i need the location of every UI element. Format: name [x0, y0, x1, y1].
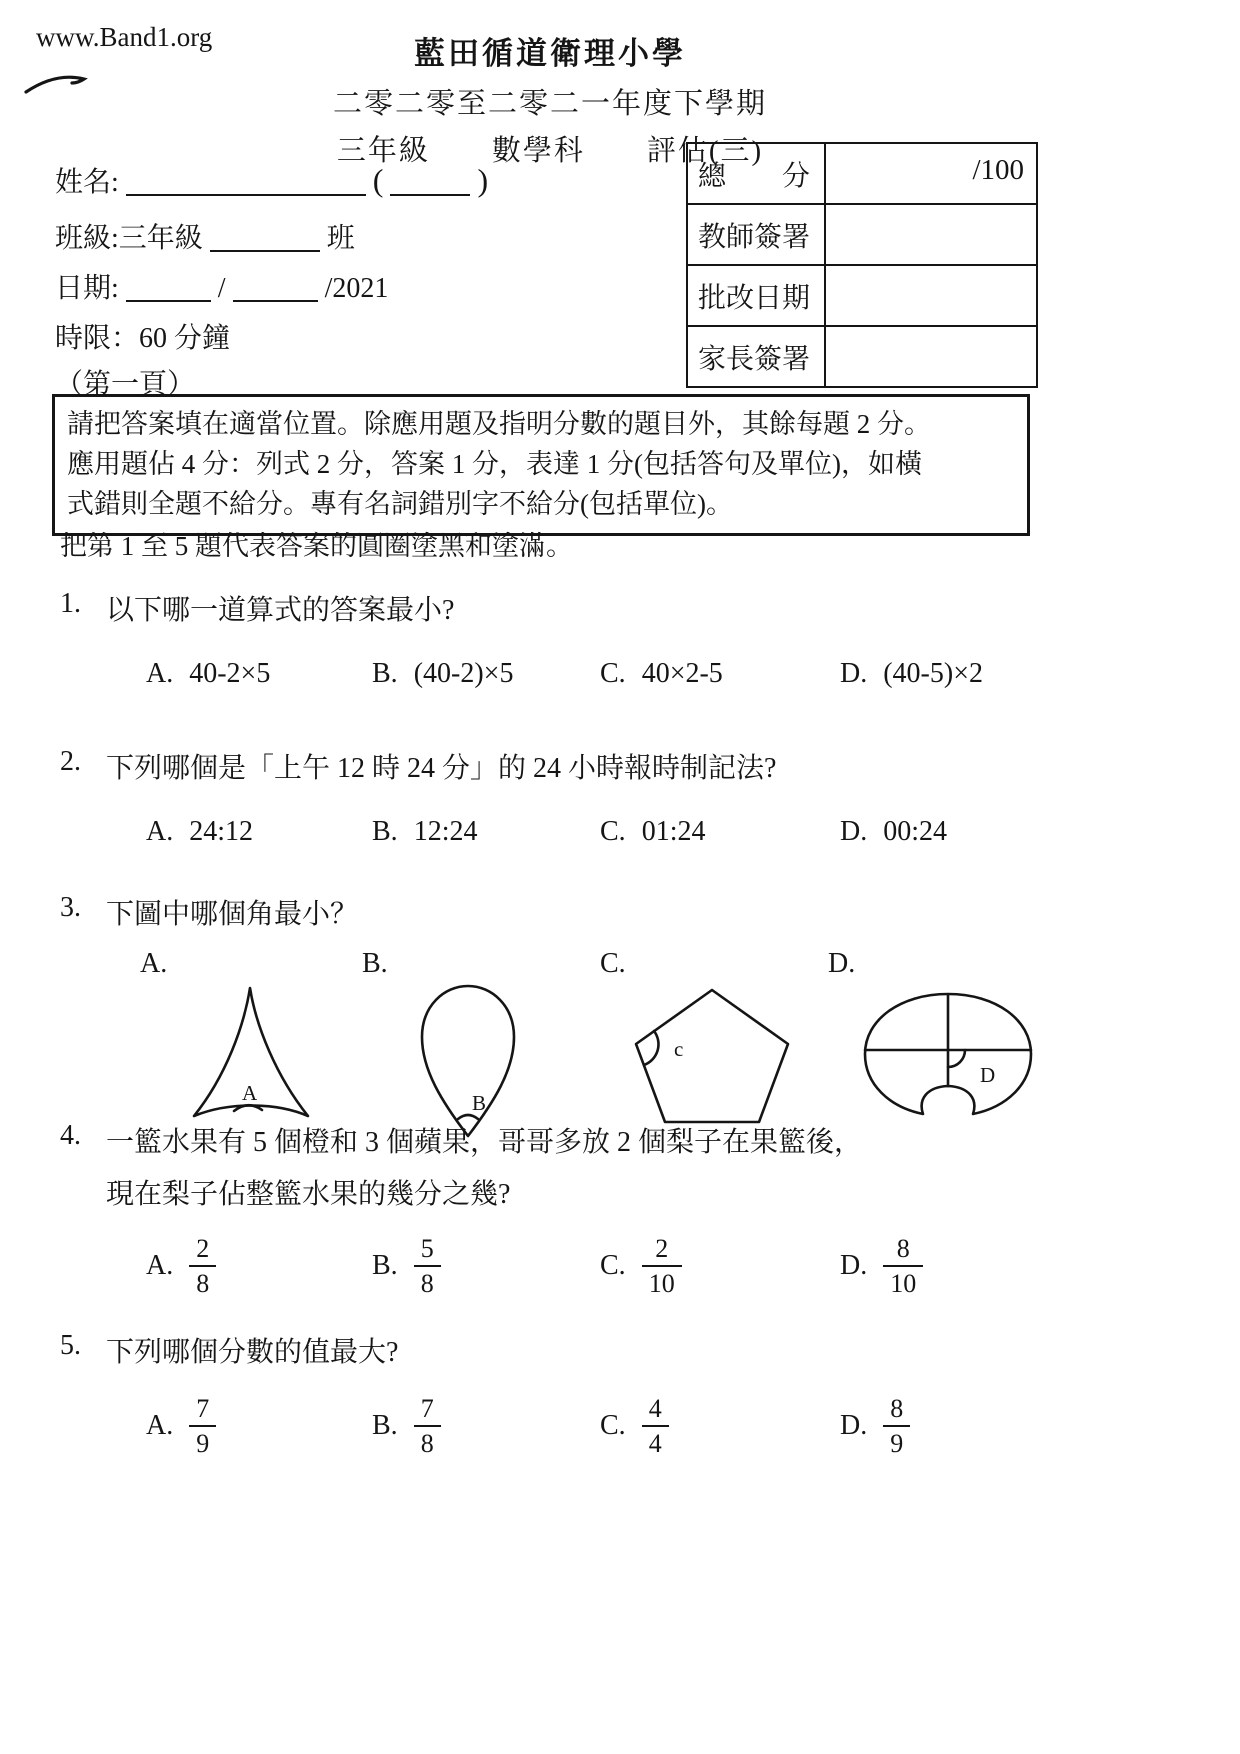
question-4-text: 一籃水果有 5 個橙和 3 個蘋果，哥哥多放 2 個梨子在果籃後，: [106, 1127, 863, 1158]
option-label: B.: [372, 658, 398, 689]
class-row: [55, 216, 355, 256]
question-1-option-d: [840, 658, 1240, 690]
option-label: A.: [146, 1250, 174, 1282]
pentagon-shape-icon: [632, 986, 792, 1126]
instructions-box: [52, 394, 1030, 536]
question-5: [0, 1330, 1240, 1458]
option-label: C.: [600, 948, 626, 979]
score-row-total: [688, 144, 1036, 203]
question-4-number: 4.: [60, 1120, 81, 1151]
question-4-option-a: [146, 1234, 372, 1298]
question-2: [0, 746, 1240, 848]
option-value: 40-2×5: [189, 658, 271, 689]
option-label: D.: [828, 948, 856, 979]
grade-subject-line: 三年級 數學科 評估(三): [336, 135, 764, 167]
option-label: A.: [146, 1410, 174, 1442]
question-5-option-b: [372, 1394, 600, 1458]
option-value: 24:12: [189, 816, 254, 847]
class-suffix: 班: [326, 223, 355, 254]
score-value-marking-date: [826, 266, 1036, 325]
date-row: [55, 266, 388, 306]
option-value: 00:24: [883, 816, 948, 847]
fraction: $\frac{2}{8}$: [189, 1234, 216, 1298]
date-month-blank: [233, 276, 318, 302]
svg-text:c: c: [674, 1037, 684, 1061]
question-1: [0, 588, 1240, 690]
option-label: B.: [362, 948, 388, 979]
question-4-option-d: [840, 1234, 1240, 1298]
question-4-text-line2: 現在梨子佔整籃水果的幾分之幾?: [106, 1179, 511, 1210]
question-2-option-c: [600, 816, 840, 848]
instructions-line-1: 請把答案填在適當位置。除應用題及指明分數的題目外，其餘每題 2 分。: [67, 409, 931, 439]
score-row-marking-date: [688, 264, 1036, 325]
option-label: A.: [146, 658, 174, 689]
svg-text:D: D: [980, 1063, 996, 1087]
option-label: D.: [840, 1250, 868, 1282]
question-3-option-c: [600, 948, 828, 1140]
option-value: (40-2)×5: [413, 658, 514, 689]
question-2-number: 2.: [60, 746, 81, 777]
option-label: A.: [146, 816, 174, 847]
class-blank: [210, 226, 320, 252]
class-label: 班級:三年級: [55, 223, 203, 254]
name-row: [55, 160, 488, 200]
watermark: www.Band1.org: [36, 22, 213, 52]
score-table: [686, 142, 1038, 388]
question-3-text: 下圖中哪個角最小？: [106, 899, 359, 930]
fraction: $\frac{7}{8}$: [414, 1394, 441, 1458]
option-label: C.: [600, 1410, 626, 1442]
class-number-paren-close: ): [477, 162, 489, 198]
question-5-number: 5.: [60, 1330, 81, 1361]
option-label: C.: [600, 658, 626, 689]
fraction: $\frac{4}{4}$: [642, 1394, 669, 1458]
question-4-option-c: [600, 1234, 840, 1298]
score-label-teacher-signature: 教師簽署: [688, 205, 826, 264]
question-3-number: 3.: [60, 892, 81, 923]
name-label: 姓名:: [55, 167, 119, 198]
question-3-option-d: [828, 948, 1068, 1140]
name-blank: [126, 170, 366, 196]
time-limit-row: 時限：60 分鐘: [55, 323, 231, 354]
concave-triangle-shape-icon: [188, 984, 314, 1124]
date-year: /2021: [324, 273, 389, 304]
option-label: D.: [840, 1410, 868, 1442]
question-5-option-a: [146, 1394, 372, 1458]
option-label: A.: [140, 948, 168, 979]
score-row-teacher-signature: [688, 203, 1036, 264]
question-2-option-d: [840, 816, 1240, 848]
question-2-text: 下列哪個是「上午 12 時 24 分」的 24 小時報時制記法?: [106, 753, 777, 784]
notched-ellipse-shape-icon: [860, 990, 1036, 1122]
option-value: 01:24: [641, 816, 706, 847]
term-line: 二零二零至二零二一年度下學期: [332, 88, 767, 120]
fraction: $\frac{8}{9}$: [883, 1394, 910, 1458]
option-label: D.: [840, 816, 868, 847]
option-label: D.: [840, 658, 868, 689]
question-5-text: 下列哪個分數的值最大?: [106, 1337, 399, 1368]
option-value: 12:24: [413, 816, 478, 847]
question-3: [0, 892, 1240, 1140]
svg-text:B: B: [472, 1091, 487, 1115]
date-label: 日期:: [55, 273, 119, 304]
fraction: $\frac{2}{10}$: [642, 1234, 682, 1298]
instructions-line-2: 應用題佔 4 分：列式 2 分，答案 1 分，表達 1 分(包括答句及單位)，如橫: [67, 449, 922, 479]
score-value-total: /100: [972, 154, 1024, 186]
svg-text:A: A: [242, 1081, 258, 1105]
leaf-teardrop-shape-icon: [414, 982, 522, 1140]
instructions-line-3: 式錯則全題不給分。專有名詞錯別字不給分(包括單位)。: [67, 489, 733, 519]
option-value: (40-5)×2: [883, 658, 983, 689]
question-5-option-d: [840, 1394, 1240, 1458]
score-label-total: 總 分: [688, 144, 826, 203]
school-name: 藍田循道衛理小學: [414, 36, 686, 71]
option-label: C.: [600, 1250, 626, 1282]
question-1-text: 以下哪一道算式的答案最小?: [106, 595, 455, 626]
question-3-option-a: [140, 948, 362, 1140]
score-row-parent-signature: [688, 325, 1036, 386]
fraction: $\frac{5}{8}$: [414, 1234, 441, 1298]
question-4-option-b: [372, 1234, 600, 1298]
class-number-paren-open: (: [372, 162, 384, 198]
option-label: B.: [372, 1410, 398, 1442]
date-day-blank: [126, 276, 211, 302]
score-value-teacher-signature: [826, 205, 1036, 264]
page-marker: （第一頁）: [55, 369, 196, 400]
question-1-number: 1.: [60, 588, 81, 619]
question-4: [0, 1120, 1240, 1298]
option-label: B.: [372, 816, 398, 847]
date-separator: /: [217, 273, 226, 304]
fraction: $\frac{8}{10}$: [883, 1234, 923, 1298]
option-label: C.: [600, 816, 626, 847]
question-3-option-b: [362, 948, 600, 1140]
score-label-marking-date: 批改日期: [688, 266, 826, 325]
option-value: 40×2-5: [641, 658, 723, 689]
question-1-option-c: [600, 658, 840, 690]
question-1-option-a: [146, 658, 372, 690]
question-1-option-b: [372, 658, 600, 690]
score-value-parent-signature: [826, 327, 1036, 386]
class-number-blank: [390, 170, 470, 196]
question-2-option-b: [372, 816, 600, 848]
question-2-option-a: [146, 816, 372, 848]
option-label: B.: [372, 1250, 398, 1282]
mc-note: 把第 1 至 5 題代表答案的圓圈塗黑和塗滿。: [60, 531, 573, 561]
score-label-parent-signature: 家長簽署: [688, 327, 826, 386]
question-5-option-c: [600, 1394, 840, 1458]
fraction: $\frac{7}{9}$: [189, 1394, 216, 1458]
